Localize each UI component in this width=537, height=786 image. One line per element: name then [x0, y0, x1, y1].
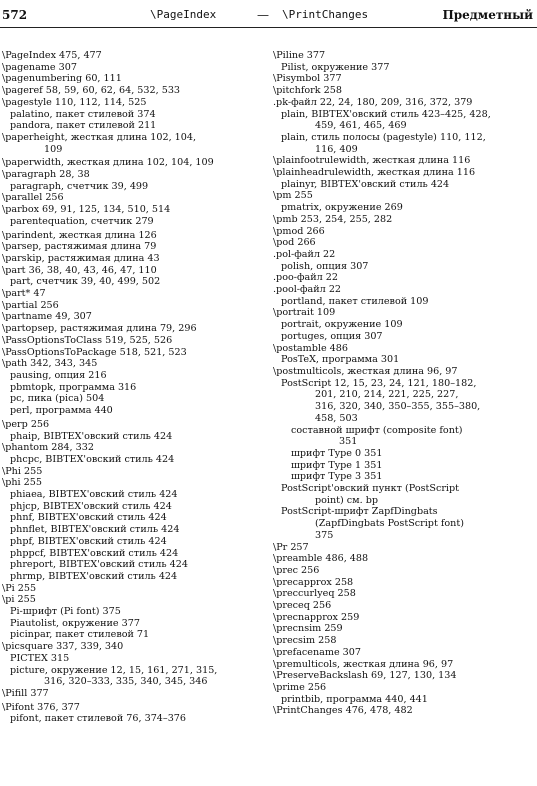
page-number: 572: [2, 8, 28, 22]
index-entry: 316, 320–333, 335, 340, 345, 346: [44, 676, 208, 688]
index-entry: 116, 409: [315, 143, 358, 155]
index-entry: parentequation, счетчик 279: [10, 215, 154, 227]
index-entry: \parindent, жесткая длина 126: [2, 229, 157, 241]
index-entry: phcpc, BIBTEX'овский стиль 424: [10, 453, 175, 465]
index-entry: PICTEX 315: [10, 652, 70, 664]
index-entry: .poo-файл 22: [273, 272, 338, 284]
index-entry: part, счетчик 39, 40, 499, 502: [10, 276, 161, 288]
index-entry: \PrintChanges 476, 478, 482: [273, 705, 413, 717]
index-entry: \pm 255: [273, 190, 313, 202]
index-entry: \pmod 266: [273, 225, 325, 237]
index-entry: \portrait 109: [273, 307, 336, 319]
index-entry: polish, опция 307: [281, 260, 369, 272]
index-entry: шрифт Type 1 351: [291, 459, 383, 471]
index-entry: \partopsep, растяжимая длина 79, 296: [2, 323, 197, 335]
index-entry: \pagestyle 110, 112, 114, 525: [2, 96, 147, 108]
index-entry: .pk-файл 22, 24, 180, 209, 316, 372, 379: [273, 96, 473, 108]
index-entry: \prime 256: [273, 681, 327, 693]
index-entry: составной шрифт (composite font): [291, 424, 463, 436]
index-entry: \PreserveBackslash 69, 127, 130, 134: [273, 670, 457, 682]
index-entry: phiaea, BIBTEX'овский стиль 424: [10, 489, 178, 501]
index-entry: 351: [339, 436, 358, 448]
index-entry: \partname 49, 307: [2, 311, 92, 323]
index-entry: \pageref 58, 59, 60, 62, 64, 532, 533: [2, 85, 181, 97]
index-entry: \parsep, растяжимая длина 79: [2, 241, 157, 253]
index-entry: .pool-файл 22: [273, 284, 342, 296]
index-entry: Piautolist, окружение 377: [10, 617, 140, 629]
index-entry: \part* 47: [2, 288, 46, 300]
index-entry: pbmtopk, программа 316: [10, 381, 137, 393]
index-entry: 109: [44, 143, 63, 155]
index-entry: phppcf, BIBTEX'овский стиль 424: [10, 547, 179, 559]
index-entry: portrait, окружение 109: [281, 319, 403, 331]
index-entry: \Pifill 377: [2, 687, 49, 699]
index-entry: Pi-шрифт (Pi font) 375: [10, 606, 121, 618]
index-entry: \PassOptionsToClass 519, 525, 526: [2, 334, 173, 346]
index-entry: perl, программа 440: [10, 405, 113, 417]
index-entry: paragraph, счетчик 39, 499: [10, 180, 149, 192]
index-entry: picinpar, пакет стилевой 71: [10, 629, 150, 641]
index-entry: \plainheadrulewidth, жесткая длина 116: [273, 167, 476, 179]
index-entry: \Pi 255: [2, 582, 37, 594]
index-entry: phjcp, BIBTEX'овский стиль 424: [10, 500, 172, 512]
index-entry: \paperheight, жесткая длина 102, 104,: [2, 131, 197, 143]
index-entry: \Phi 255: [2, 465, 43, 477]
index-entry: \parskip, растяжимая длина 43: [2, 252, 160, 264]
index-entry: 458, 503: [315, 412, 358, 424]
index-entry: \precsim 258: [273, 635, 337, 647]
index-entry: printbib, программа 440, 441: [281, 693, 428, 705]
index-entry: pandora, пакет стилевой 211: [10, 120, 157, 132]
index-entry: \partial 256: [2, 299, 59, 311]
index-entry: \prefacename 307: [273, 646, 361, 658]
index-entry: portland, пакет стилевой 109: [281, 295, 429, 307]
index-entry: 201, 210, 214, 221, 225, 227,: [315, 389, 459, 401]
index-entry: \pitchfork 258: [273, 85, 342, 97]
index-entry: phreport, BIBTEX'овский стиль 424: [10, 559, 188, 571]
index-entry: plain, стиль полосы (pagestyle) 110, 112,: [281, 131, 486, 143]
index-entry: \pagenumbering 60, 111: [2, 73, 122, 85]
index-entry: \part 36, 38, 40, 43, 46, 47, 110: [2, 264, 157, 276]
index-entry: PostScript'овский пункт (PostScript: [281, 483, 459, 495]
index-entry: \prec 256: [273, 564, 320, 576]
header-dash: —: [257, 8, 269, 22]
right-index-column: [273, 50, 537, 717]
index-entry: \paperwidth, жесткая длина 102, 104, 109: [2, 157, 214, 169]
index-entry: point) см. bp: [315, 494, 379, 506]
left-index-column: [2, 50, 267, 725]
index-entry: \paragraph 28, 38: [2, 169, 90, 181]
index-entry: \Pisymbol 377: [273, 73, 342, 85]
index-entry: Pilist, окружение 377: [281, 61, 390, 73]
index-entry: \pagename 307: [2, 61, 77, 73]
index-entry: phpf, BIBTEX'овский стиль 424: [10, 535, 167, 547]
index-entry: шрифт Type 3 351: [291, 471, 383, 483]
index-entry: \parbox 69, 91, 125, 134, 510, 514: [2, 204, 171, 216]
header-first-term: \PageIndex: [150, 8, 217, 21]
index-entry: palatino, пакет стилевой 374: [10, 108, 156, 120]
index-entry: \pi 255: [2, 594, 36, 606]
index-entry: PostScript 12, 15, 23, 24, 121, 180–182,: [281, 377, 477, 389]
index-entry: шрифт Type 0 351: [291, 447, 383, 459]
index-entry: phnf, BIBTEX'овский стиль 424: [10, 512, 167, 524]
index-entry: 459, 461, 465, 469: [315, 120, 407, 132]
index-entry: \parallel 256: [2, 192, 64, 204]
index-entry: \path 342, 343, 345: [2, 358, 98, 370]
index-entry: 316, 320, 340, 350–355, 355–380,: [315, 401, 481, 413]
index-entry: \plainfootrulewidth, жесткая длина 116: [273, 155, 471, 167]
index-entry: \precapprox 258: [273, 576, 354, 588]
index-entry: pifont, пакет стилевой 76, 374–376: [10, 713, 187, 725]
index-entry: plainyr, BIBTEX'овский стиль 424: [281, 178, 450, 190]
index-entry: pmatrix, окружение 269: [281, 202, 403, 214]
index-entry: \perp 256: [2, 418, 50, 430]
index-entry: phrmp, BIBTEX'овский стиль 424: [10, 570, 178, 582]
index-entry: \phi 255: [2, 477, 42, 489]
index-entry: \precnsim 259: [273, 623, 343, 635]
index-entry: \pmb 253, 254, 255, 282: [273, 213, 393, 225]
index-entry: \preceq 256: [273, 600, 332, 612]
index-entry: pc, пика (pica) 504: [10, 393, 105, 405]
index-entry: PosTeX, программа 301: [281, 354, 400, 366]
index-entry: \postamble 486: [273, 342, 348, 354]
index-entry: phaip, BIBTEX'овский стиль 424: [10, 430, 173, 442]
index-entry: \phantom 284, 332: [2, 442, 94, 454]
index-entry: 375: [315, 529, 334, 541]
section-title: Предметный: [442, 8, 533, 22]
index-entry: \postmulticols, жесткая длина 96, 97: [273, 365, 458, 377]
index-entry: \premulticols, жесткая длина 96, 97: [273, 658, 454, 670]
index-entry: \preccurlyeq 258: [273, 588, 356, 600]
header-last-term: \PrintChanges: [282, 8, 369, 21]
index-entry: picture, окружение 12, 15, 161, 271, 315,: [10, 664, 218, 676]
index-entry: (ZapfDingbats PostScript font): [315, 518, 464, 530]
index-entry: \PassOptionsToPackage 518, 521, 523: [2, 346, 187, 358]
running-header: [0, 8, 537, 24]
index-entry: portuges, опция 307: [281, 330, 383, 342]
index-entry: \precnapprox 259: [273, 611, 360, 623]
index-entry: \pod 266: [273, 237, 316, 249]
index-entry: \preamble 486, 488: [273, 553, 369, 565]
index-entry: .pol-файл 22: [273, 248, 336, 260]
index-entry: \picsquare 337, 339, 340: [2, 641, 124, 653]
index-entry: pausing, опция 216: [10, 369, 107, 381]
index-entry: phnflet, BIBTEX'овский стиль 424: [10, 524, 180, 536]
index-entry: \Pifont 376, 377: [2, 701, 80, 713]
header-rule: [0, 27, 537, 28]
index-entry: \Pr 257: [273, 541, 309, 553]
index-entry: \PageIndex 475, 477: [2, 50, 102, 61]
index-entry: PostScript-шрифт ZapfDingbats: [281, 506, 438, 518]
index-entry: \Piline 377: [273, 50, 326, 61]
index-entry: plain, BIBTEX'овский стиль 423–425, 428,: [281, 108, 491, 120]
